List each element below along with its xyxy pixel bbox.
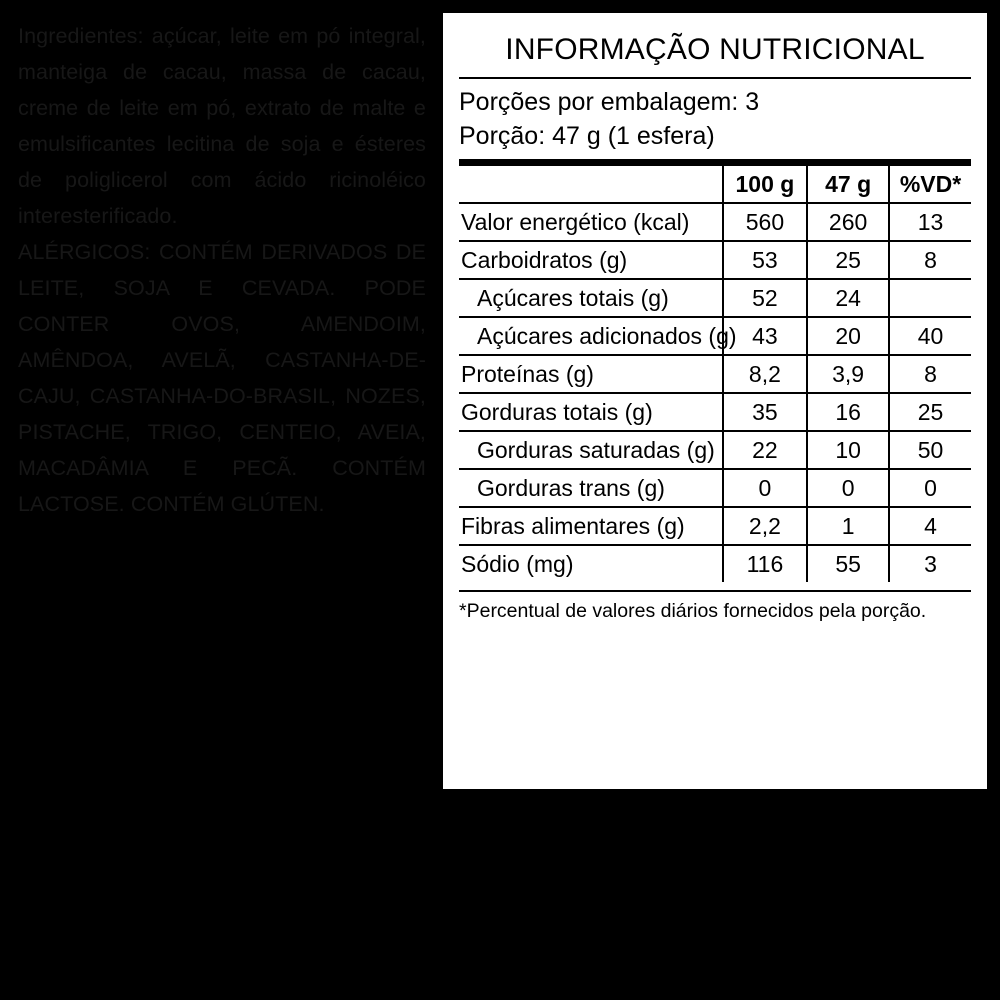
nutrient-name: Valor energético (kcal) xyxy=(459,203,723,241)
table-row xyxy=(459,355,971,393)
nutrient-name: Açúcares totais (g) xyxy=(459,279,723,317)
table-header-row xyxy=(459,166,971,203)
nutrition-facts-label xyxy=(438,8,992,794)
column-header-portion: 47 g xyxy=(807,166,889,203)
nutrition-table-body xyxy=(459,203,971,582)
nutrient-value-vd: 13 xyxy=(889,203,971,241)
nutrient-value-per100: 35 xyxy=(723,393,807,431)
table-row xyxy=(459,545,971,582)
column-header-100g: 100 g xyxy=(723,166,807,203)
table-row xyxy=(459,203,971,241)
nutrient-name: Açúcares adicionados (g) xyxy=(459,317,723,355)
nutrient-value-perportion: 1 xyxy=(807,507,889,545)
column-header-nutrient xyxy=(459,166,723,203)
servings-per-package: Porções por embalagem: 3 xyxy=(459,88,760,116)
ingredients-text: Ingredientes: açúcar, leite em pó integral, manteiga de cacau, massa de cacau, creme de leite em pó, extrato de malte e emulsificantes lecitina de soja e ésteres de poliglicerol com ácido ricinoléico interesterificado. xyxy=(18,24,433,228)
nutrient-value-vd: 50 xyxy=(889,431,971,469)
table-row xyxy=(459,393,971,431)
nutrient-value-vd: 0 xyxy=(889,469,971,507)
nutrient-value-perportion: 16 xyxy=(807,393,889,431)
allergens-text: ALÉRGICOS: CONTÉM DERIVADOS DE LEITE, SOJA E CEVADA. PODE CONTER OVOS, AMENDOIM, AMÊNDOA, AVELÃ, CASTANHA-DE-CAJU, CASTANHA-DO-BRASIL, NOZES, PISTACHE, TRIGO, CENTEIO, AVEIA, MACADÂMIA E PECÃ. CONTÉM LACTOSE. CONTÉM GLÚTEN. xyxy=(18,240,433,516)
nutrient-value-perportion: 3,9 xyxy=(807,355,889,393)
nutrient-value-perportion: 260 xyxy=(807,203,889,241)
nutrition-table xyxy=(459,166,971,582)
nutrient-name: Sódio (mg) xyxy=(461,551,574,577)
serving-size: Porção: 47 g (1 esfera) xyxy=(459,122,715,150)
nutrient-name: Gorduras totais (g) xyxy=(459,393,723,431)
table-row xyxy=(459,241,971,279)
nutrient-value-vd: 3 xyxy=(889,545,971,582)
nutrient-value-per100: 53 xyxy=(723,241,807,279)
ingredients-panel xyxy=(0,0,436,1000)
header-divider xyxy=(459,159,971,166)
nutrient-name: Proteínas (g) xyxy=(459,355,723,393)
nutrient-name: Gorduras saturadas (g) xyxy=(459,431,723,469)
nutrient-value-per100: 43 xyxy=(723,317,807,355)
nutrient-value-per100: 22 xyxy=(723,431,807,469)
nutrient-value-perportion: 0 xyxy=(807,469,889,507)
table-row xyxy=(459,507,971,545)
table-row xyxy=(459,279,971,317)
nutrient-value-per100: 560 xyxy=(723,203,807,241)
label-footnote: *Percentual de valores diários fornecidos pela porção. xyxy=(459,590,971,623)
nutrient-value-perportion: 10 xyxy=(807,431,889,469)
nutrient-value-per100: 2,2 xyxy=(723,507,807,545)
nutrient-value-vd: 8 xyxy=(889,241,971,279)
nutrient-value-vd: 8 xyxy=(889,355,971,393)
label-title: INFORMAÇÃO NUTRICIONAL xyxy=(505,33,925,66)
nutrient-value-perportion: 55 xyxy=(807,545,889,582)
title-divider xyxy=(459,77,971,79)
nutrient-value-vd: 4 xyxy=(889,507,971,545)
nutrient-value-per100: 116 xyxy=(723,545,807,582)
nutrient-value-per100: 0 xyxy=(723,469,807,507)
nutrient-value-vd xyxy=(889,279,971,317)
nutrient-value-vd: 40 xyxy=(889,317,971,355)
table-row xyxy=(459,469,971,507)
nutrient-value-per100: 52 xyxy=(723,279,807,317)
nutrient-value-vd: 25 xyxy=(889,393,971,431)
table-row xyxy=(459,317,971,355)
table-row xyxy=(459,431,971,469)
nutrient-name: Gorduras trans (g) xyxy=(459,469,723,507)
nutrient-value-per100: 8,2 xyxy=(723,355,807,393)
column-header-vd: %VD* xyxy=(889,166,971,203)
nutrient-value-perportion: 20 xyxy=(807,317,889,355)
nutrient-name: Fibras alimentares (g) xyxy=(459,507,723,545)
nutrient-value-perportion: 24 xyxy=(807,279,889,317)
nutrient-name: Carboidratos (g) xyxy=(459,241,723,279)
nutrient-value-perportion: 25 xyxy=(807,241,889,279)
